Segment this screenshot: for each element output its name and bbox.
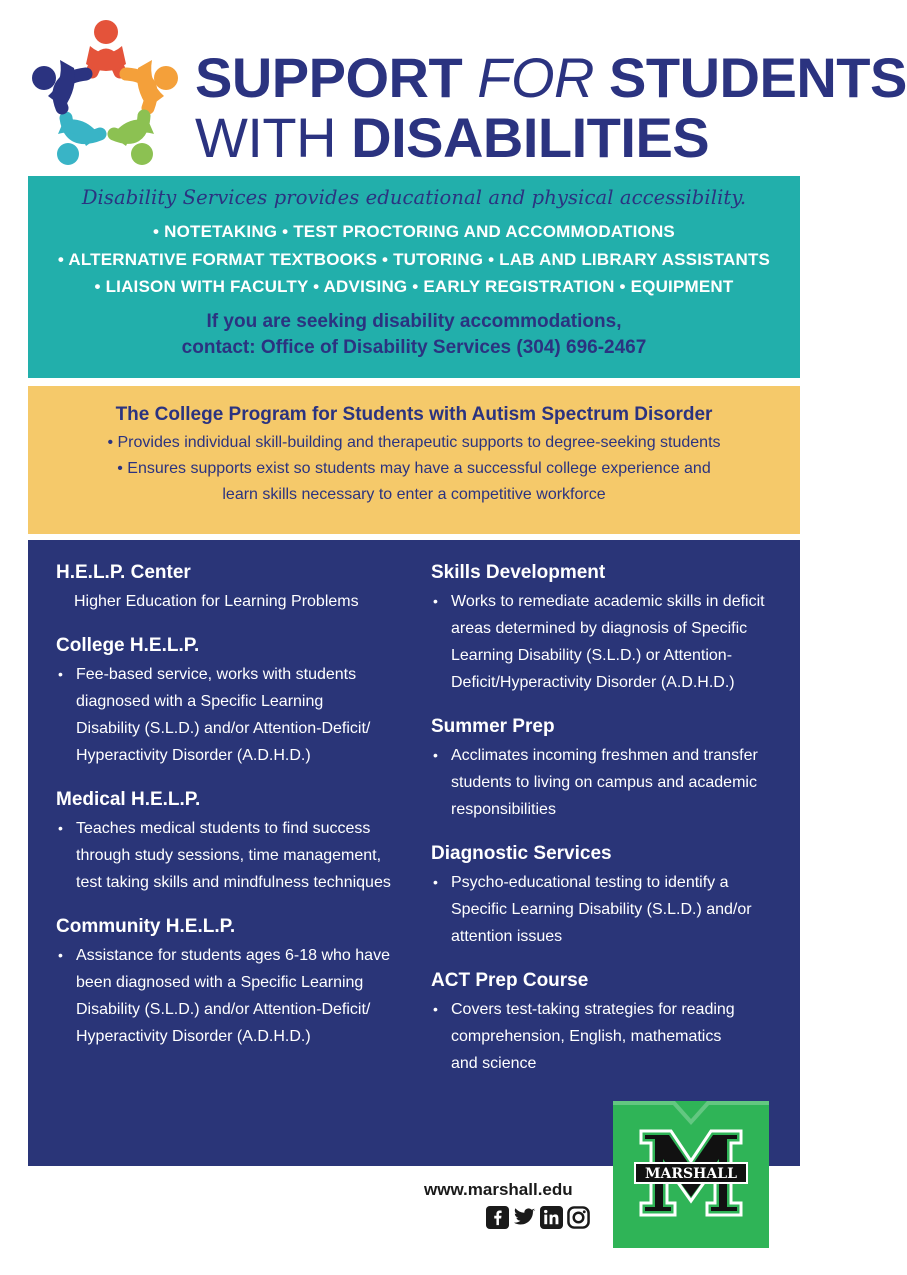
services-line: • NOTETAKING • TEST PROCTORING AND ACCOMMODATIONS [153,222,675,241]
list-item: • Fee-based service, works with students diagnosed with a Specific Learning Disability (S.L.D.) and/or Attention-Deficit/ Hyperactivity Disorder (A.D.H.D.) [56,661,406,769]
people-circle-logo-icon [30,16,182,166]
autism-program-band [28,386,800,534]
bullet-list [431,588,781,696]
skills-development-section [431,560,781,696]
contact-info [28,309,800,361]
diagnostic-services-section [431,841,781,950]
bullet-list [431,742,781,823]
bullet-list [56,661,406,769]
autism-program-line: • Provides individual skill-building and therapeutic supports to degree-seeking students [107,434,721,451]
website-url[interactable]: www.marshall.edu [424,1180,573,1199]
services-line: • LIAISON WITH FACULTY • ADVISING • EARLY REGISTRATION • EQUIPMENT [94,277,734,296]
medical-help-section [56,787,406,896]
page-title [195,46,907,169]
section-heading: ACT Prep Course [431,970,589,991]
services-tagline: Disability Services provides educational and physical accessibility. [81,186,747,209]
section-heading: Diagnostic Services [431,843,612,864]
section-heading: H.E.L.P. Center [56,562,191,583]
bullet-list [56,942,406,1050]
college-help-section [56,633,406,769]
bullet-list [431,996,781,1077]
section-heading: Summer Prep [431,716,555,737]
facebook-icon[interactable] [486,1206,509,1229]
section-heading: Skills Development [431,562,606,583]
social-icons [486,1206,590,1229]
contact-line: contact: Office of Disability Services (304) 696-2467 [181,336,647,358]
title-line-1: SUPPORT FOR STUDENTS [195,46,907,109]
section-heading: Community H.E.L.P. [56,916,236,937]
instagram-icon[interactable] [567,1206,590,1229]
list-item: • Assistance for students ages 6-18 who have been diagnosed with a Specific Learning Disability (S.L.D.) and/or Attention-Deficit/ Hyperactivity Disorder (A.D.H.D.) [56,942,406,1050]
autism-program-line: • Ensures supports exist so students may have a successful college experience and [117,460,711,477]
community-help-section [56,914,406,1050]
programs-left-column [56,560,406,1068]
bullet-list [431,869,781,950]
bullet-list [56,815,406,896]
twitter-icon[interactable] [513,1206,536,1229]
programs-right-column [431,560,781,1095]
list-item: • Covers test-taking strategies for reading comprehension, English, mathematics and science [431,996,781,1077]
section-heading: Medical H.E.L.P. [56,789,201,810]
autism-program-title: The College Program for Students with Autism Spectrum Disorder [115,404,713,425]
list-item: • Psycho-educational testing to identify a Specific Learning Disability (S.L.D.) and/or attention issues [431,869,781,950]
marshall-logo-icon [613,1101,769,1248]
summer-prep-section [431,714,781,823]
linkedin-icon[interactable] [540,1206,563,1229]
disability-services-band [28,176,800,378]
help-center-section [56,560,406,615]
section-text: Higher Education for Learning Problems [74,593,359,610]
section-heading: College H.E.L.P. [56,635,200,656]
autism-program-line: learn skills necessary to enter a competitive workforce [222,486,606,503]
list-item: • Acclimates incoming freshmen and transfer students to living on campus and academic responsibilities [431,742,781,823]
svg-text:MARSHALL: MARSHALL [645,1166,737,1182]
act-prep-section [431,968,781,1077]
list-item: • Works to remediate academic skills in deficit areas determined by diagnosis of Specific Learning Disability (S.L.D.) or Attention- Deficit/Hyperactivity Disorder (A.D.H.D.) [431,588,781,696]
programs-block [28,540,800,1166]
services-line: • ALTERNATIVE FORMAT TEXTBOOKS • TUTORING • LAB AND LIBRARY ASSISTANTS [57,249,771,269]
contact-line: If you are seeking disability accommodations, [206,310,622,332]
list-item: • Teaches medical students to find success through study sessions, time management, test taking skills and mindfulness techniques [56,815,406,896]
title-line-2: WITH DISABILITIES [195,106,710,169]
